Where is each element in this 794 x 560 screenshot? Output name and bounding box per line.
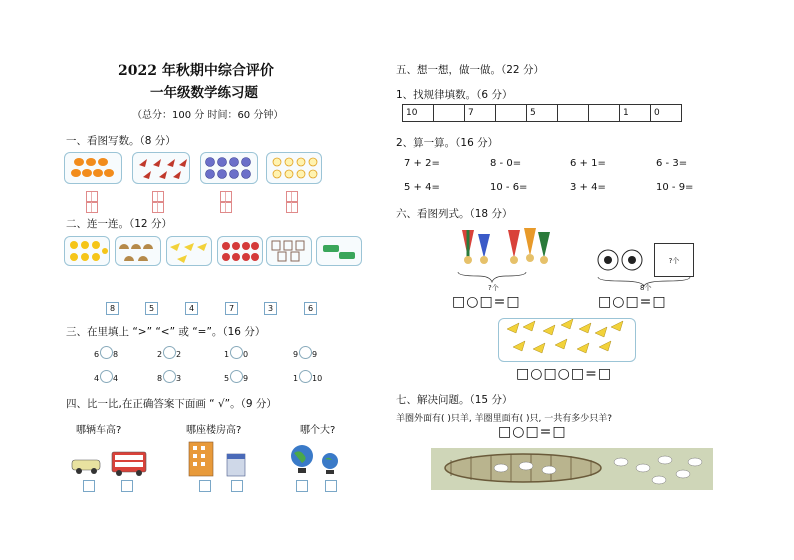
globe-icon (288, 443, 344, 477)
soccer-ball-icon (596, 246, 646, 274)
question-globes: 哪个大? (300, 425, 336, 436)
question-cars: 哪辆车高? (76, 425, 122, 436)
compare-right: 4 (113, 374, 119, 383)
bird-icon (133, 153, 189, 183)
compare-circle[interactable] (100, 370, 113, 383)
page-subtitle: 一年级数学练习题 (150, 85, 258, 101)
chicks-picture (64, 236, 110, 266)
equation-blank[interactable]: □○□=□ (598, 294, 667, 310)
calc-item[interactable]: 6 + 1= (570, 158, 606, 169)
answer-grid[interactable] (220, 201, 232, 213)
sequence-cell[interactable] (434, 105, 465, 122)
question-buildings: 哪座楼房高? (186, 425, 242, 436)
flowers-picture (200, 152, 258, 184)
pumpkin-icon (65, 153, 121, 183)
section-5-heading: 五、想一想，做一做。（22 分） (396, 64, 544, 76)
compare-left: 4 (94, 374, 100, 383)
word-problem: 羊圈外面有( )只羊, 羊圈里面有( )只, 一共有多少只羊? (396, 414, 612, 424)
bird-icon (167, 237, 211, 265)
sequence-cell[interactable] (558, 105, 589, 122)
calc-item[interactable]: 7 + 2= (404, 158, 440, 169)
compare-left: 1 (293, 374, 299, 383)
calc-item[interactable]: 10 - 6= (490, 182, 528, 193)
calc-item[interactable]: 10 - 9= (656, 182, 694, 193)
sequence-cell[interactable]: 0 (651, 105, 682, 122)
mushrooms-picture (115, 236, 161, 266)
calc-item[interactable]: 5 + 4= (404, 182, 440, 193)
compare-circle[interactable] (299, 346, 312, 359)
compare-left: 9 (293, 350, 299, 359)
sequence-cell[interactable] (496, 105, 527, 122)
compare-left: 8 (157, 374, 163, 383)
check-box[interactable] (83, 480, 95, 492)
unknown-box-label: ?个 (668, 257, 680, 265)
number-box[interactable]: 4 (185, 302, 198, 315)
number-box[interactable]: 8 (106, 302, 119, 315)
number-box[interactable]: 6 (304, 302, 317, 315)
equation-blank[interactable]: □○□=□ (452, 294, 521, 310)
answer-grid[interactable] (152, 201, 164, 213)
compare-right: 8 (113, 350, 119, 359)
section-6-heading: 六、看图列式。（18 分） (396, 208, 513, 220)
chick-icon (65, 237, 109, 265)
car-icon (317, 237, 361, 265)
compare-right: 10 (312, 374, 323, 383)
red-flowers-picture (217, 236, 263, 266)
building-icon (187, 440, 249, 478)
bird-icon (499, 319, 635, 361)
car-icon (70, 450, 150, 478)
section-1-heading: 一、看图写数。（8 分） (66, 135, 176, 147)
sheep-pen-icon (431, 448, 713, 490)
yellow-birds-frame (498, 318, 636, 362)
sequence-cell[interactable]: 7 (465, 105, 496, 122)
check-box[interactable] (296, 480, 308, 492)
robots-picture (266, 236, 312, 266)
compare-circle[interactable] (163, 346, 176, 359)
calc-item[interactable]: 6 - 3= (656, 158, 688, 169)
number-box[interactable]: 3 (264, 302, 277, 315)
robot-icon (267, 237, 311, 265)
sequence-cell[interactable]: 1 (620, 105, 651, 122)
flower-icon (201, 153, 257, 183)
stars-picture (266, 152, 322, 184)
compare-right: 2 (176, 350, 182, 359)
compare-circle[interactable] (100, 346, 113, 359)
number-box[interactable]: 5 (145, 302, 158, 315)
compare-right: 9 (243, 374, 249, 383)
equation-blank-three[interactable]: □○□○□=□ (516, 366, 613, 382)
compare-left: 6 (94, 350, 100, 359)
compare-circle[interactable] (163, 370, 176, 383)
total-label: 8个 (640, 284, 652, 292)
section-2-heading: 二、连一连。（12 分） (66, 218, 172, 230)
check-box[interactable] (199, 480, 211, 492)
section-4-heading: 四、比一比,在正确答案下面画 “ √”。（9 分） (66, 398, 277, 410)
part-2-heading: 2、算一算。（16 分） (396, 137, 499, 149)
unknown-box (654, 243, 694, 277)
check-box[interactable] (121, 480, 133, 492)
section-3-heading: 三、在里填上 “>” “<” 或 “=”。（16 分） (66, 326, 266, 338)
exam-info: （总分：100 分 时间：60 分钟） (132, 110, 284, 121)
sequence-table (402, 104, 682, 122)
answer-grid[interactable] (286, 201, 298, 213)
compare-left: 2 (157, 350, 163, 359)
unknown-label: ?个 (488, 284, 499, 292)
sequence-cell[interactable] (589, 105, 620, 122)
compare-left: 5 (224, 374, 230, 383)
check-box[interactable] (231, 480, 243, 492)
calc-item[interactable]: 3 + 4= (570, 182, 606, 193)
flower-icon (218, 237, 262, 265)
yellow-birds-picture (166, 236, 212, 266)
sunflower-icon (267, 153, 321, 183)
compare-left: 1 (224, 350, 230, 359)
sequence-cell[interactable]: 10 (403, 105, 434, 122)
number-box[interactable]: 7 (225, 302, 238, 315)
section-7-heading: 七、解决问题。（15 分） (396, 394, 513, 406)
sequence-cell[interactable]: 5 (527, 105, 558, 122)
birds-picture (132, 152, 190, 184)
page-title: 2022 年秋期中综合评价 (118, 63, 274, 79)
part-1-heading: 1、找规律填数。（6 分） (396, 89, 513, 101)
compare-circle[interactable] (299, 370, 312, 383)
compare-right: 3 (176, 374, 182, 383)
mushroom-icon (116, 237, 160, 265)
compare-right: 9 (312, 350, 318, 359)
pumpkins-picture (64, 152, 122, 184)
check-box[interactable] (325, 480, 337, 492)
compare-circle[interactable] (230, 370, 243, 383)
answer-grid[interactable] (86, 201, 98, 213)
shuttlecock-icon (448, 224, 568, 288)
equation-blank[interactable]: □○□=□ (498, 424, 567, 440)
calc-item[interactable]: 8 - 0= (490, 158, 522, 169)
cars-picture (316, 236, 362, 266)
compare-right: 0 (243, 350, 249, 359)
compare-circle[interactable] (230, 346, 243, 359)
